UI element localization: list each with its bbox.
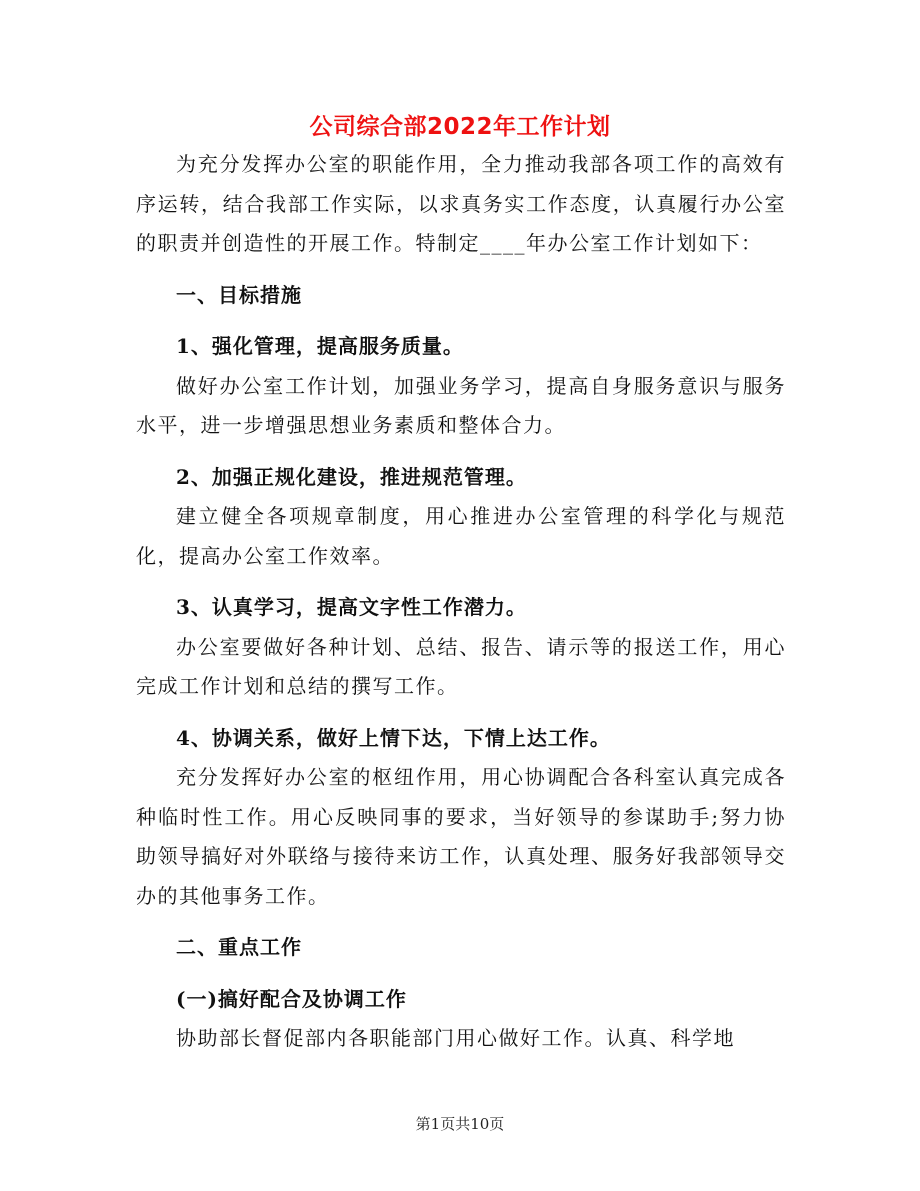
item-body-2: 建立健全各项规章制度，用心推进办公室管理的科学化与规范化，提高办公室工作效率。 <box>136 504 786 568</box>
item-body-4: 充分发挥好办公室的枢纽作用，用心协调配合各科室认真完成各种临时性工作。用心反映同事的要求，当好领导的参谋助手;努力协助领导搞好对外联络与接待来访工作，认真处理、服务好我部领导交办的其他事务工作。 <box>136 765 786 908</box>
item-heading-3: 3、认真学习，提高文字性工作潜力。 <box>176 595 527 619</box>
sub-body-coordination: 协助部长督促部内各职能部门用心做好工作。认真、科学地 <box>176 1026 735 1050</box>
section-heading-key-work: 二、重点工作 <box>176 935 302 959</box>
document-body <box>136 145 786 1059</box>
intro-paragraph: 为充分发挥办公室的职能作用，全力推动我部各项工作的高效有序运转，结合我部工作实际，以求真务实工作态度，认真履行办公室的职责并创造性的开展工作。特制定____年办公室工作计划如下： <box>136 152 786 255</box>
section-heading-goals: 一、目标措施 <box>176 282 302 307</box>
page-number: 第1页共10页 <box>415 1115 505 1133</box>
item-body-1: 做好办公室工作计划，加强业务学习，提高自身服务意识与服务水平，进一步增强思想业务素质和整体合力。 <box>136 373 786 437</box>
item-body-3: 办公室要做好各种计划、总结、报告、请示等的报送工作，用心完成工作计划和总结的撰写工作。 <box>136 634 786 698</box>
document-title: 公司综合部2022年工作计划 <box>309 114 611 140</box>
sub-heading-coordination: (一)搞好配合及协调工作 <box>176 986 407 1011</box>
item-heading-1: 1、强化管理，提高服务质量。 <box>176 334 464 358</box>
item-heading-2: 2、加强正规化建设，推进规范管理。 <box>176 464 527 489</box>
item-heading-4: 4、协调关系，做好上情下达，下情上达工作。 <box>176 725 611 750</box>
